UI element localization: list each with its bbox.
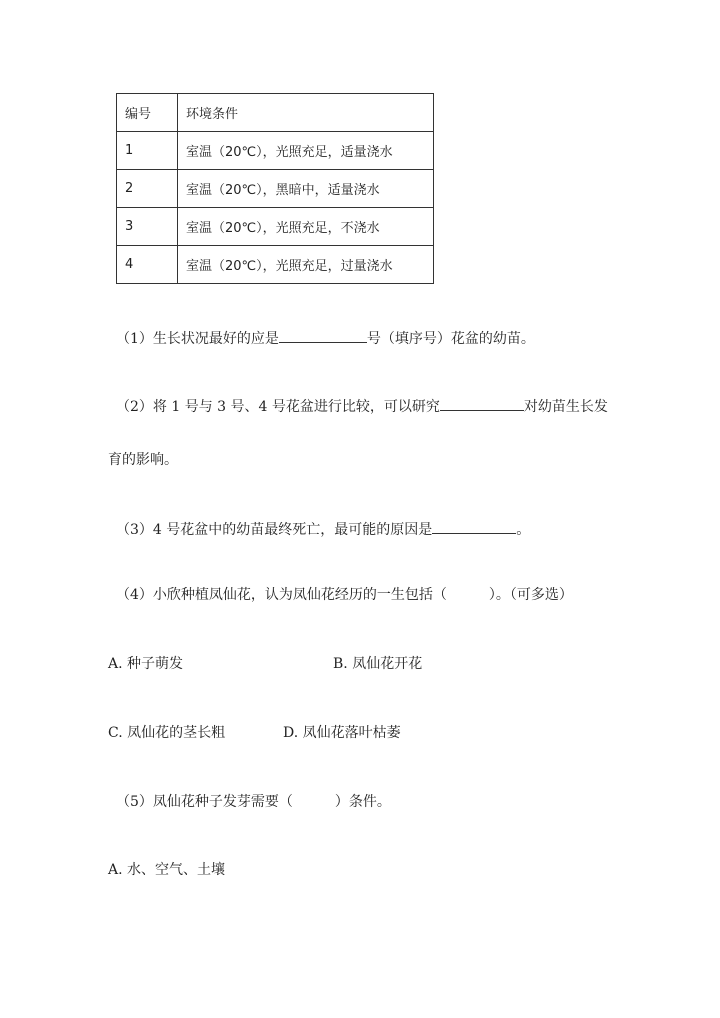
question-3-text-end: 。 (516, 522, 531, 538)
question-1-blank[interactable] (279, 328, 367, 343)
row-condition: 室温（20℃），光照充足，过量浇水 (178, 246, 434, 284)
table-row (117, 208, 434, 246)
question-2-text: （2）将 1 号与 3 号、4 号花盆进行比较，可以研究 (116, 399, 440, 415)
header-condition: 环境条件 (178, 94, 434, 132)
table-header-row (117, 94, 434, 132)
table-row (117, 246, 434, 284)
question-2 (116, 396, 608, 417)
conditions-table-body (117, 94, 434, 284)
question-1-text: （1）生长状况最好的应是 (116, 331, 279, 347)
question-3 (116, 519, 530, 540)
conditions-table (116, 93, 434, 284)
header-id: 编号 (117, 94, 178, 132)
question-1-text-end: 号（填序号）花盆的幼苗。 (366, 331, 535, 347)
row-condition: 室温（20℃），光照充足，适量浇水 (178, 132, 434, 170)
question-4-option-b[interactable]: B. 凤仙花开花 (333, 656, 423, 672)
question-4-option-c[interactable]: C. 凤仙花的茎长粗 (108, 725, 226, 741)
question-1 (116, 328, 535, 349)
question-5: （5）凤仙花种子发芽需要（ ）条件。 (116, 794, 391, 810)
row-id: 3 (117, 208, 178, 246)
question-2-blank[interactable] (440, 396, 524, 411)
question-4-option-a[interactable]: A. 种子萌发 (108, 656, 184, 672)
question-4: （4）小欣种植凤仙花，认为凤仙花经历的一生包括（ ）。（可多选） (116, 587, 573, 603)
table-row (117, 132, 434, 170)
question-5-option-a[interactable]: A. 水、空气、土壤 (108, 862, 226, 878)
question-3-text: （3）4 号花盆中的幼苗最终死亡，最可能的原因是 (116, 522, 433, 538)
table-row (117, 170, 434, 208)
question-4-option-d[interactable]: D. 凤仙花落叶枯萎 (283, 725, 401, 741)
row-condition: 室温（20℃），黑暗中，适量浇水 (178, 170, 434, 208)
row-id: 4 (117, 246, 178, 284)
row-id: 1 (117, 132, 178, 170)
question-3-blank[interactable] (432, 519, 516, 534)
row-id: 2 (117, 170, 178, 208)
row-condition: 室温（20℃），光照充足，不浇水 (178, 208, 434, 246)
question-2-text-end: 对幼苗生长发 (523, 399, 608, 415)
question-2-continuation: 育的影响。 (108, 452, 178, 468)
